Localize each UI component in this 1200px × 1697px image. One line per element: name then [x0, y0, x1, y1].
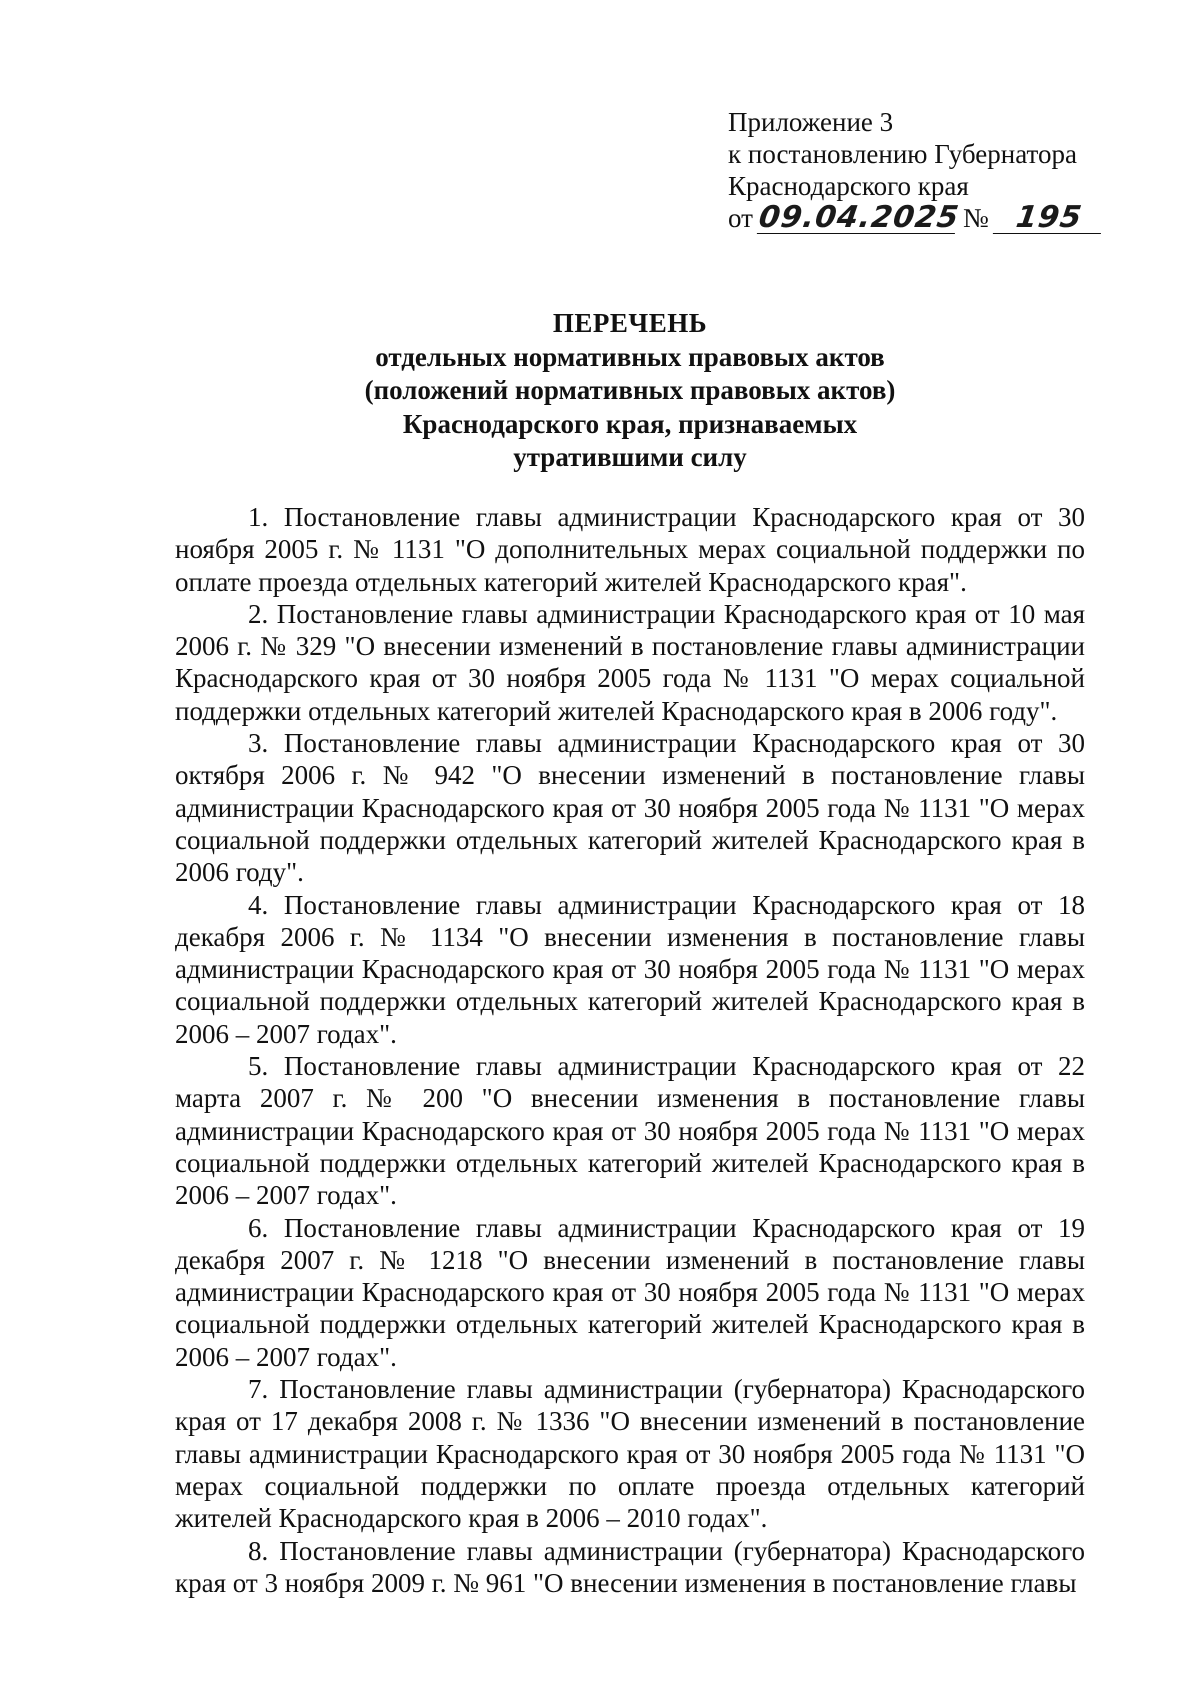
appendix-date-number-line	[728, 202, 1168, 234]
acts-list	[175, 501, 1085, 1599]
handwritten-number: 195	[993, 203, 1105, 234]
appendix-title: Приложение 3	[728, 107, 894, 137]
title-subline-1: отдельных нормативных правовых актов	[375, 341, 885, 372]
appendix-reference: к постановлению Губернатора	[728, 139, 1077, 169]
list-item: 4. Постановление главы администрации Краснодарского края от 18 декабря 2006 г. № 1134 "О внесении изменения в постановление главы администрации Краснодарского края от 30 ноября 2005 года № 1131 "О мерах социальной поддержки отдельных категорий жителей Краснодарского края в 2006 – 2007 годах".	[175, 889, 1085, 1049]
number-prefix: №	[962, 203, 989, 233]
list-item: 7. Постановление главы администрации (губернатора) Краснодарского края от 17 декабря 2008 г. № 1336 "О внесении изменений в постановление главы администрации Краснодарского края от 30 ноября 2005 года № 1131 "О мерах социальной поддержки по оплате проезда отдельных категорий жителей Краснодарского края в 2006 – 2010 годах".	[175, 1374, 1085, 1534]
document-title	[175, 307, 1085, 475]
list-item: 3. Постановление главы администрации Краснодарского края от 30 октября 2006 г. № 942 "О внесении изменений в постановление главы администрации Краснодарского края от 30 ноября 2005 года № 1131 "О мерах социальной поддержки отдельных категорий жителей Краснодарского края в 2006 году".	[175, 728, 1085, 888]
list-item: 2. Постановление главы администрации Краснодарского края от 10 мая 2006 г. № 329 "О внесении изменений в постановление главы администрации Краснодарского края от 30 ноября 2005 года № 1131 "О мерах социальной поддержки отдельных категорий жителей Краснодарского края в 2006 году".	[175, 598, 1085, 726]
list-item: 8. Постановление главы администрации (губернатора) Краснодарского края от 3 ноября 2009 г. № 961 "О внесении изменения в постановление главы	[175, 1535, 1085, 1598]
title-subline-3: Краснодарского края, признаваемых	[402, 408, 858, 439]
title-subline-2: (положений нормативных правовых актов)	[364, 375, 896, 405]
date-prefix: от	[728, 203, 753, 233]
list-item: 1. Постановление главы администрации Краснодарского края от 30 ноября 2005 г. № 1131 "О дополнительных мерах социальной поддержки по оплате проезда отдельных категорий жителей Краснодарского края".	[175, 502, 1085, 597]
appendix-region: Краснодарского края	[728, 171, 969, 201]
list-item: 6. Постановление главы администрации Краснодарского края от 19 декабря 2007 г. № 1218 "О внесении изменений в постановление главы администрации Краснодарского края от 30 ноября 2005 года № 1131 "О мерах социальной поддержки отдельных категорий жителей Краснодарского края в 2006 – 2007 годах".	[175, 1212, 1085, 1372]
handwritten-date: 09.04.2025	[756, 200, 962, 235]
list-item: 5. Постановление главы администрации Краснодарского края от 22 марта 2007 г. № 200 "О внесении изменения в постановление главы администрации Краснодарского края от 30 ноября 2005 года № 1131 "О мерах социальной поддержки отдельных категорий жителей Краснодарского края в 2006 – 2007 годах".	[175, 1051, 1085, 1211]
title-subline-4: утратившими силу	[513, 442, 747, 472]
title-heading: ПЕРЕЧЕНЬ	[552, 308, 708, 338]
appendix-header	[728, 106, 1168, 234]
